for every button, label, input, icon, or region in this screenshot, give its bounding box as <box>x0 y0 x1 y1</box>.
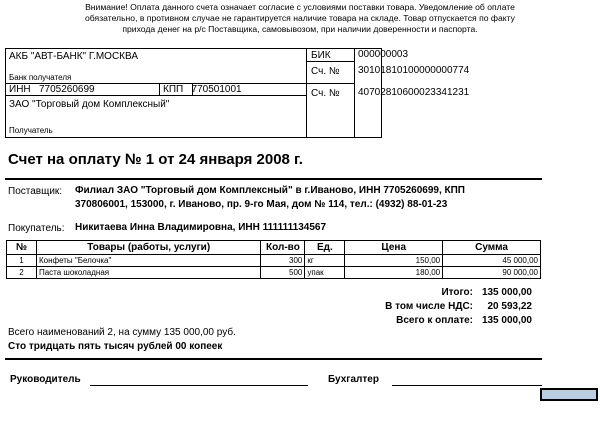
table-row <box>7 267 541 279</box>
cell-unit: кг <box>305 255 345 267</box>
notice-line: прихода денег на р/с Поставщика, самовывозом, при наличии доверенности и паспорта. <box>122 24 478 34</box>
inn-label: ИНН <box>9 84 31 95</box>
due-value: 135 000,00 <box>481 315 532 326</box>
bik-label: БИК <box>311 50 331 61</box>
cell-number: 2 <box>7 267 37 279</box>
total-value: 135 000,00 <box>481 287 532 298</box>
table-header-row <box>7 241 541 255</box>
due-label: Всего к оплате: <box>396 315 473 326</box>
cell-item: Паста шоколадная <box>36 267 261 279</box>
notice-line: Внимание! Оплата данного счета означает согласие с условиями поставки товара. Уведомление об оплате <box>85 2 515 12</box>
selected-field[interactable] <box>540 388 598 401</box>
accountant-label: Бухгалтер <box>328 374 379 385</box>
cell-sum: 90 000,00 <box>443 267 541 279</box>
cell-sum: 45 000,00 <box>443 255 541 267</box>
divider <box>5 178 542 180</box>
corr-account-value: 30101810100000000774 <box>358 65 470 76</box>
supplier-value: Филиал ЗАО "Торговый дом Комплексный" в г.Иваново, ИНН 7705260699, КПП 370806001, 153000, г. Иваново, пр. 9-го Мая, дом № 114, тел.: (4932) 88-01-23 <box>75 185 465 210</box>
column-header: Товары (работы, услуги) <box>36 241 261 255</box>
column-header: Ед. <box>305 241 345 255</box>
cell-quantity: 500 <box>261 267 305 279</box>
vat-value: 20 593,22 <box>487 301 532 312</box>
column-header: Цена <box>345 241 443 255</box>
column-header: № <box>7 241 37 255</box>
column-header: Кол-во <box>261 241 305 255</box>
vat-label: В том числе НДС: <box>385 301 473 312</box>
cell-item: Конфеты "Белочка" <box>36 255 261 267</box>
inn-value: 7705260699 <box>38 84 95 95</box>
kpp-label: КПП <box>163 84 184 95</box>
cell-price: 150,00 <box>345 255 443 267</box>
recipient-label: Получатель <box>9 126 53 135</box>
bank-details-table <box>5 48 382 138</box>
notice-line: обязательно, в противном случае не гарантируется наличие товара на складе. Товар отпускается по факту <box>85 13 515 23</box>
account-value: 40702810600023341231 <box>358 87 470 98</box>
payment-notice <box>20 2 580 35</box>
bank-name: АКБ "АВТ-БАНК" Г.МОСКВА <box>9 51 139 62</box>
total-label: Итого: <box>441 287 473 298</box>
bik-value: 000000003 <box>358 49 409 60</box>
cell-price: 180,00 <box>345 267 443 279</box>
table-row <box>7 255 541 267</box>
buyer-label: Покупатель: <box>8 223 65 234</box>
corr-account-label: Сч. № <box>311 66 340 77</box>
supplier-label: Поставщик: <box>8 186 63 197</box>
recipient-name: ЗАО "Торговый дом Комплексный" <box>9 99 170 110</box>
account-label: Сч. № <box>311 88 340 99</box>
items-count-line: Всего наименований 2, на сумму 135 000,00 руб. <box>8 327 236 338</box>
cell-number: 1 <box>7 255 37 267</box>
kpp-value: 770501001 <box>191 84 242 95</box>
director-signature-line <box>90 385 308 386</box>
column-header: Сумма <box>443 241 541 255</box>
cell-quantity: 300 <box>261 255 305 267</box>
goods-table <box>6 240 541 279</box>
divider <box>5 358 542 360</box>
page-title: Счет на оплату № 1 от 24 января 2008 г. <box>8 151 303 168</box>
director-label: Руководитель <box>10 374 81 385</box>
amount-in-words: Сто тридцать пять тысяч рублей 00 копеек <box>8 341 223 352</box>
buyer-value: Никитаева Инна Владимировна, ИНН 111111134567 <box>75 222 327 233</box>
cell-unit: упак <box>305 267 345 279</box>
accountant-signature-line <box>392 385 542 386</box>
bank-label: Банк получателя <box>9 73 72 82</box>
